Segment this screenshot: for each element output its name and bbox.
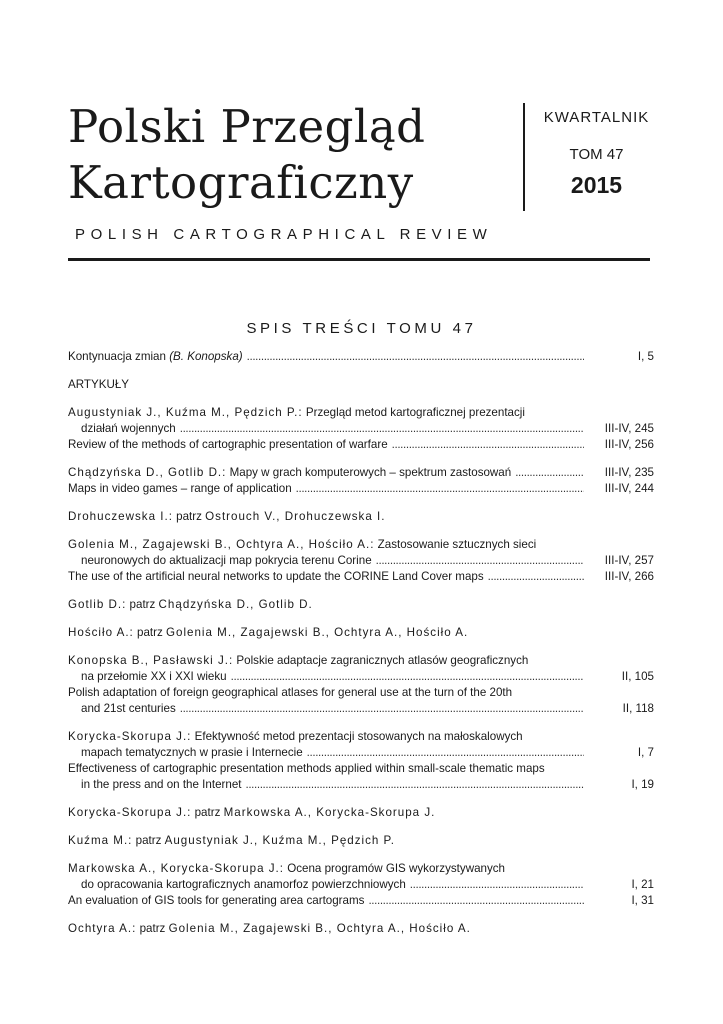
volume-label: TOM 47 [569,146,624,163]
toc-entry [68,405,654,421]
toc-entry-en [68,481,654,497]
entry-title: Kontynuacja zmian [68,350,170,363]
page-ref: III-IV, 235 [604,466,654,479]
toc-entry-cont [68,553,654,569]
page-ref: I, 21 [631,878,654,891]
entry-author: Gotlib D.: [68,598,127,611]
page-ref: III-IV, 256 [604,438,654,451]
toc-entry-en [68,437,654,453]
entry-author: Korycka-Skorupa J.: [68,730,192,743]
entry-title: mapach tematycznych w prasie i Internecie [68,745,307,761]
entry-author: Markowska A., Korycka-Skorupa J.: [68,862,284,875]
entry-title: Zastosowanie sztucznych sieci [374,538,537,551]
page-ref: III-IV, 244 [604,482,654,495]
entry-title: Mapy w grach komputerowych – spektrum zastosowań [226,466,512,479]
entry-title-en: and 21st centuries [68,701,180,717]
toc-entry-cont [68,669,654,685]
page-ref: I, 19 [631,778,654,791]
toc-title: SPIS TREŚCI TOMU 47 [246,320,477,337]
crossref-target: Augustyniak J., Kuźma M., Pędzich P. [164,834,396,847]
toc-entry [68,729,654,745]
entry-author: Korycka-Skorupa J.: [68,806,192,819]
journal-subtitle: POLISH CARTOGRAPHICAL REVIEW [75,226,493,243]
toc-entry-en-cont [68,777,654,793]
page-ref: I, 31 [631,894,654,907]
toc-entry [68,465,654,481]
entry-title: neuronowych do aktualizacji map pokrycia terenu Corine [68,553,376,569]
entry-title-en: Maps in video games – range of application [68,481,296,497]
toc-crossref: Kuźma M.: patrz Augustyniak J., Kuźma M., Pędzich P. [68,834,396,847]
year-label: 2015 [570,172,623,198]
table-of-contents [68,349,654,937]
toc-entry-en [68,893,654,909]
entry-author: Augustyniak J., Kuźma M., Pędzich P.: [68,406,303,419]
journal-title-line-1: Polski Przegląd [68,100,426,153]
entry-title: Przegląd metod kartograficznej prezentacji [302,406,525,419]
page-ref: III-IV, 257 [604,554,654,567]
entry-title-en: An evaluation of GIS tools for generating area cartograms [68,893,368,909]
entry-title: Polskie adaptacje zagranicznych atlasów geograficznych [233,654,529,667]
header-rule [68,258,650,261]
page-ref: II, 105 [621,670,654,683]
toc-entry-cont [68,745,654,761]
entry-author: Golenia M., Zagajewski B., Ochtyra A., Hościło A.: [68,538,375,551]
entry-title: Ocena programów GIS wykorzystywanych [284,862,506,875]
entry-title: Efektywność metod prezentacji stosowanych na małoskalowych [191,730,523,743]
toc-crossref: Hościło A.: patrz Golenia M., Zagajewski B., Ochtyra A., Hościło A. [68,626,469,639]
entry-author: Konopska B., Pasławski J.: [68,654,234,667]
crossref-target: Markowska A., Korycka-Skorupa J. [223,806,436,819]
toc-entry-cont [68,421,654,437]
entry-author: (B. Konopska) [169,350,243,363]
page-ref: I, 7 [637,746,654,759]
toc-entry [68,653,654,669]
entry-title: działań wojennych [68,421,180,437]
toc-entry [68,349,654,365]
toc-entry-en [68,569,654,585]
crossref-target: Chądzyńska D., Gotlib D. [158,598,313,611]
entry-title-en: in the press and on the Internet [68,777,246,793]
journal-title-line-2: Kartograficzny [68,156,414,209]
entry-author: Chądzyńska D., Gotlib D.: [68,466,227,479]
entry-title-en: The use of the artificial neural networks to update the CORINE Land Cover maps [68,569,488,585]
toc-entry-cont [68,877,654,893]
toc-crossref: Korycka-Skorupa J.: patrz Markowska A., Korycka-Skorupa J. [68,806,436,819]
vertical-divider [523,103,525,211]
page-ref: I, 5 [637,350,654,363]
entry-title: do opracowania kartograficznych anamorfoz powierzchniowych [68,877,410,893]
entry-author: Drohuczewska I.: [68,510,173,523]
toc-crossref: Drohuczewska I.: patrz Ostrouch V., Drohuczewska I. [68,510,386,523]
crossref-target: Ostrouch V., Drohuczewska I. [205,510,386,523]
page-ref: III-IV, 266 [604,570,654,583]
entry-author: Kuźma M.: [68,834,133,847]
entry-author: Ochtyra A.: [68,922,137,935]
entry-title-en: Review of the methods of cartographic presentation of warfare [68,437,392,453]
toc-entry-en-cont [68,701,654,717]
crossref-target: Golenia M., Zagajewski B., Ochtyra A., Hościło A. [166,626,469,639]
entry-title: na przełomie XX i XXI wieku [68,669,231,685]
crossref-target: Golenia M., Zagajewski B., Ochtyra A., Hościło A. [168,922,471,935]
kwartalnik-label: KWARTALNIK [543,109,650,126]
toc-entry [68,861,654,877]
page-ref: II, 118 [622,702,654,715]
toc-entry-en [68,761,654,777]
section-heading: ARTYKUŁY [68,378,129,391]
entry-title-en: Effectiveness of cartographic presentation methods applied within small-scale thematic maps [68,762,545,775]
toc-entry-en [68,685,654,701]
toc-crossref: Ochtyra A.: patrz Golenia M., Zagajewski B., Ochtyra A., Hościło A. [68,922,471,935]
entry-title-en: Polish adaptation of foreign geographical atlases for general use at the turn of the 20th [68,686,513,699]
page-ref: III-IV, 245 [604,422,654,435]
toc-crossref: Gotlib D.: patrz Chądzyńska D., Gotlib D. [68,598,313,611]
entry-author: Hościło A.: [68,626,134,639]
toc-entry [68,537,654,553]
